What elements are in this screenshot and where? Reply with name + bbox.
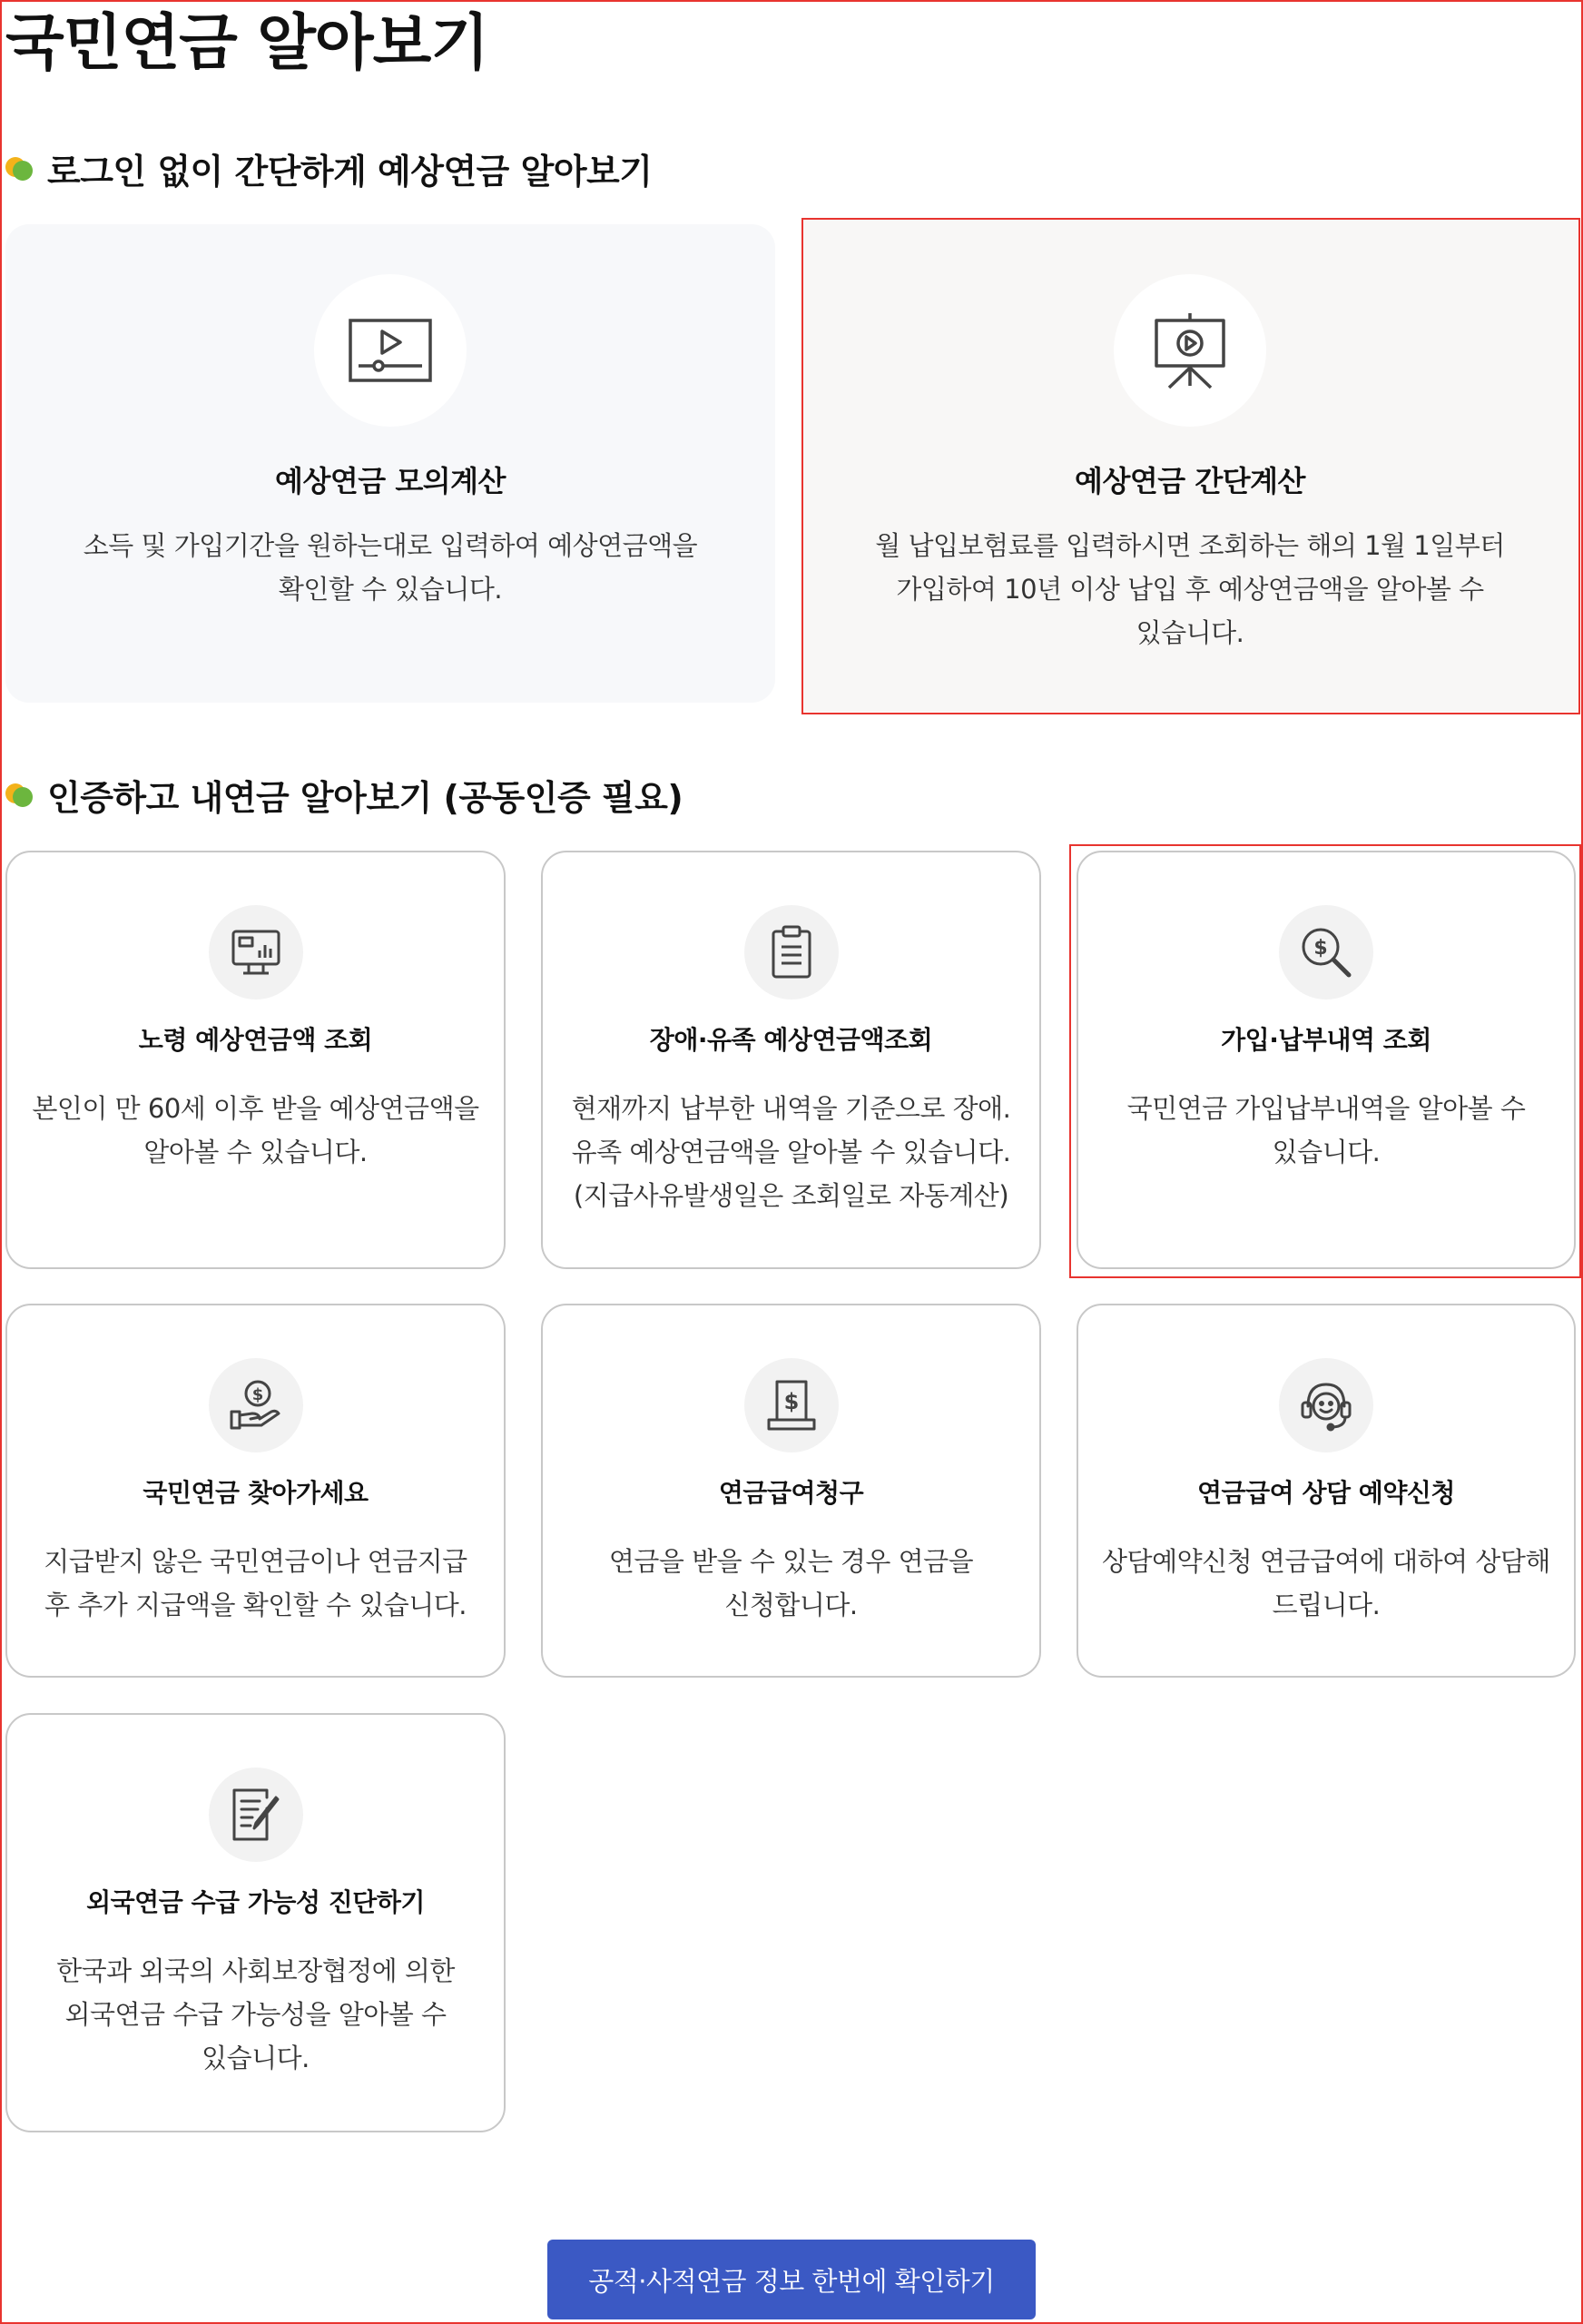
hand-coin-icon xyxy=(229,1379,283,1432)
card-desc: 지급받지 않은 국민연금이나 연금지급 후 추가 지급액을 확인할 수 있습니다. xyxy=(44,1546,467,1620)
card-title: 노령 예상연금액 조회 xyxy=(138,1025,373,1055)
card-old-age-pension[interactable] xyxy=(5,851,506,1269)
card-simple-calc[interactable] xyxy=(802,218,1578,712)
card-title: 연금급여청구 xyxy=(718,1478,864,1508)
monitor-chart-icon xyxy=(231,929,281,976)
section-title-auth xyxy=(5,767,683,822)
card-title: 외국연금 수급 가능성 진단하기 xyxy=(86,1887,425,1917)
headset-icon xyxy=(1299,1379,1353,1432)
card-desc: 월 납입보험료를 입력하시면 조회하는 해의 1월 1일부터 가입하여 10년 이상 납입 후 예상연금액을 알아볼 수 있습니다. xyxy=(875,530,1505,648)
card-foreign-pension-diagnosis[interactable] xyxy=(5,1713,506,2132)
card-desc: 본인이 만 60세 이후 받을 예상연금액을 알아볼 수 있습니다. xyxy=(32,1093,479,1167)
svg-text:$: $ xyxy=(251,1385,263,1404)
card-find-pension[interactable] xyxy=(5,1304,506,1678)
video-player-icon xyxy=(348,318,433,383)
section-title-text: 인증하고 내연금 알아보기 (공동인증 필요) xyxy=(47,777,683,818)
card-title: 국민연금 찾아가세요 xyxy=(143,1478,369,1508)
svg-text:$: $ xyxy=(783,1389,799,1414)
card-title: 예상연금 간단계산 xyxy=(1075,464,1305,498)
dot-icon xyxy=(5,782,34,807)
card-title: 예상연금 모의계산 xyxy=(275,464,506,498)
presentation-board-icon xyxy=(1153,311,1227,389)
card-title: 가입·납부내역 조회 xyxy=(1221,1025,1431,1055)
card-contribution-history[interactable] xyxy=(1077,851,1576,1269)
icon-circle xyxy=(209,1358,303,1452)
card-disability-survivor-pension[interactable] xyxy=(541,851,1041,1269)
icon-circle xyxy=(744,1358,839,1452)
section-title-quick xyxy=(5,141,652,195)
card-desc: 소득 및 가입기간을 원하는대로 입력하여 예상연금액을 확인할 수 있습니다. xyxy=(83,530,698,605)
icon-circle xyxy=(209,905,303,1000)
card-desc: 연금을 받을 수 있는 경우 연금을 신청합니다. xyxy=(608,1546,974,1620)
svg-text:$: $ xyxy=(1313,937,1328,960)
icon-circle xyxy=(1114,274,1266,427)
clipboard-icon xyxy=(770,925,813,980)
icon-circle xyxy=(209,1768,303,1862)
card-consultation-reservation[interactable] xyxy=(1077,1304,1576,1678)
card-title: 장애·유족 예상연금액조회 xyxy=(649,1025,933,1055)
card-desc: 한국과 외국의 사회보장협정에 의한 외국연금 수급 가능성을 알아볼 수 있습니다. xyxy=(56,1955,455,2073)
page-title: 국민연금 알아보기 xyxy=(5,7,489,78)
icon-circle xyxy=(1279,1358,1373,1452)
icon-circle xyxy=(1279,905,1373,1000)
card-desc: 상담예약신청 연금급여에 대하여 상담해 드립니다. xyxy=(1102,1546,1550,1620)
icon-circle xyxy=(744,905,839,1000)
card-desc: 현재까지 납부한 내역을 기준으로 장애. 유족 예상연금액을 알아볼 수 있습니다. (지급사유발생일은 조회일로 자동계산) xyxy=(571,1093,1011,1211)
card-simulation-calc[interactable] xyxy=(5,224,775,703)
dollar-document-icon xyxy=(766,1378,817,1433)
dot-icon xyxy=(5,155,34,181)
icon-circle xyxy=(314,274,467,427)
document-pen-icon xyxy=(229,1787,283,1843)
card-title: 연금급여 상담 예약신청 xyxy=(1197,1478,1455,1508)
dollar-search-icon xyxy=(1299,925,1353,980)
section-title-text: 로그인 없이 간단하게 예상연금 알아보기 xyxy=(47,151,653,192)
check-pension-info-button[interactable]: 공적·사적연금 정보 한번에 확인하기 xyxy=(547,2240,1036,2319)
card-benefit-claim[interactable] xyxy=(541,1304,1041,1678)
card-desc: 국민연금 가입납부내역을 알아볼 수 있습니다. xyxy=(1126,1093,1526,1167)
